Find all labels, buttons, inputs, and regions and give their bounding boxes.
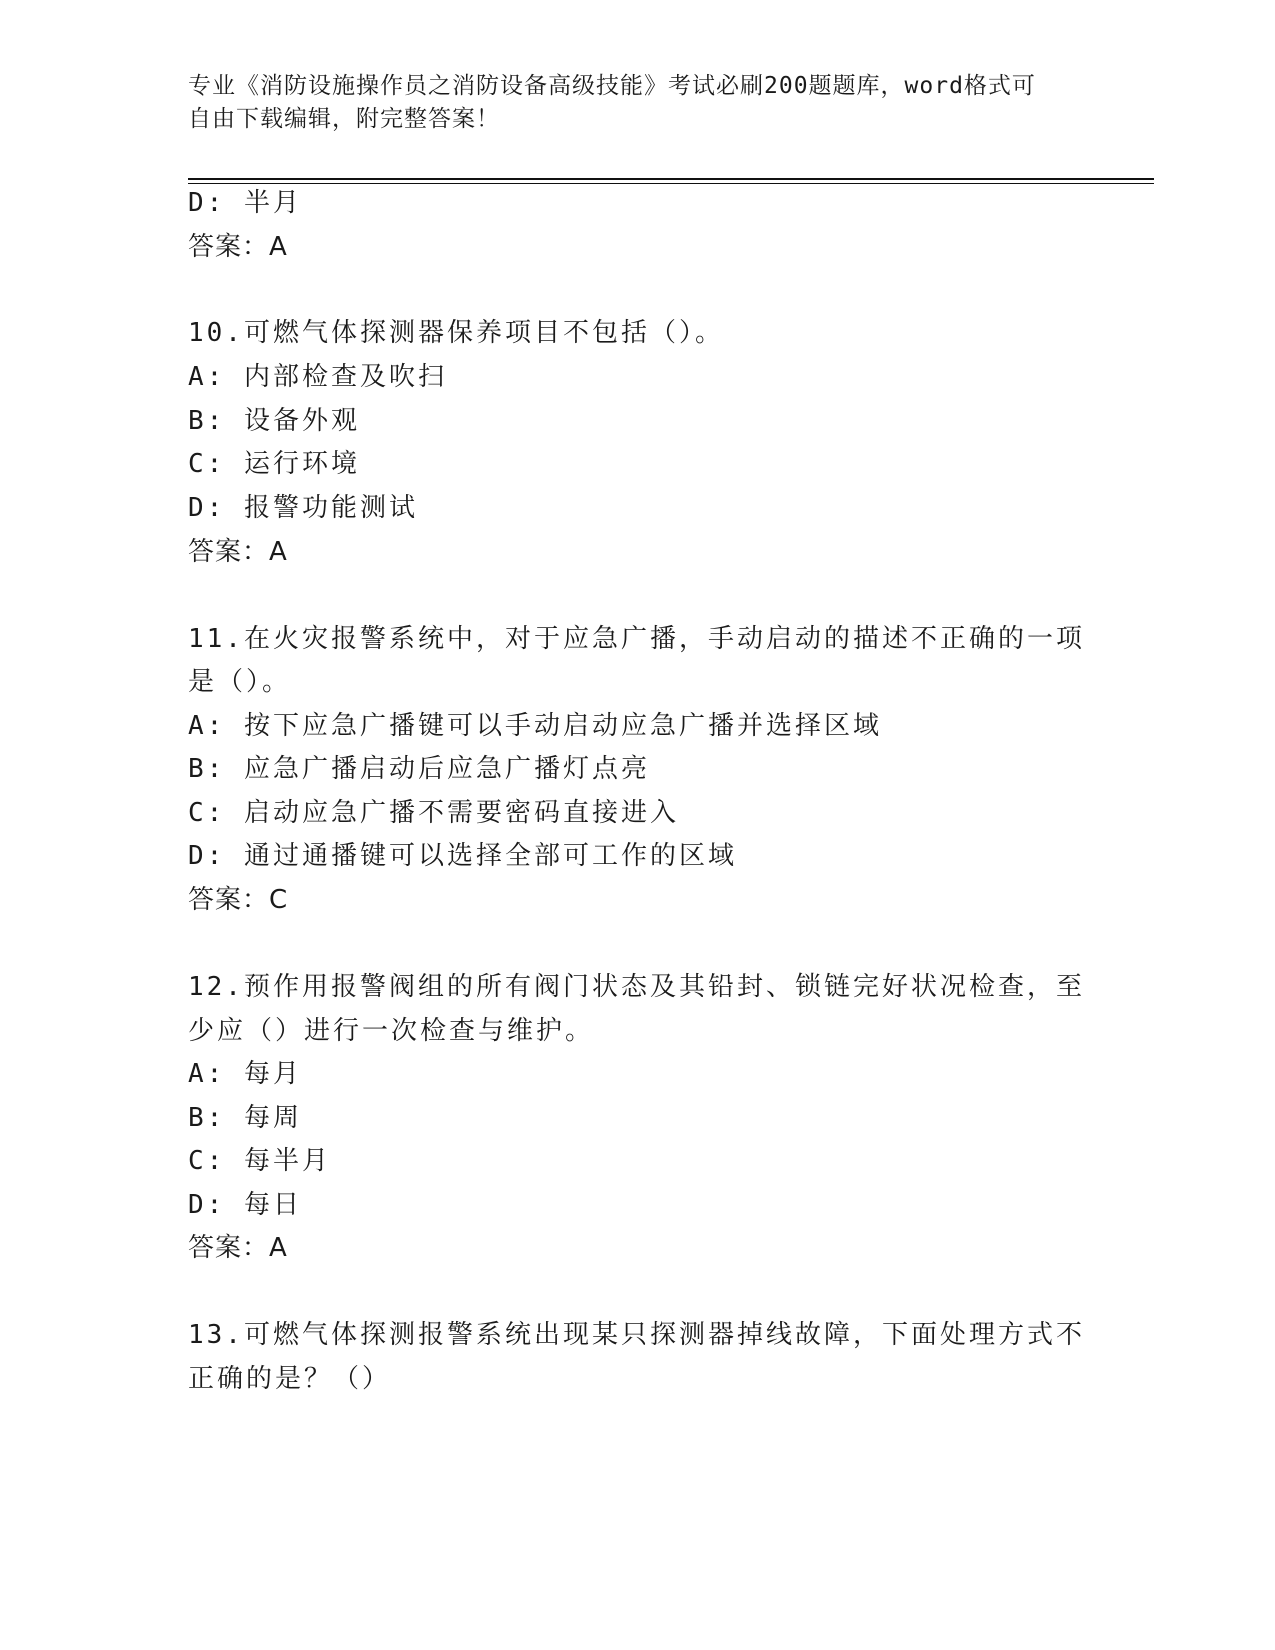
header-divider-thick: [188, 178, 1154, 180]
q12-stem-line-2: 少应（）进行一次检查与维护。: [188, 1016, 595, 1046]
q12-option-a: A: 每月: [188, 1059, 302, 1089]
prev-answer: 答案：A: [188, 232, 288, 262]
q10-option-a: A: 内部检查及吹扫: [188, 362, 447, 392]
q12-answer: 答案：A: [188, 1233, 288, 1263]
header-title-line-2: 自由下载编辑，附完整答案！: [188, 106, 500, 132]
q10-stem: 10.可燃气体探测器保养项目不包括（）。: [188, 318, 724, 348]
header-divider-thin: [188, 183, 1154, 184]
q11-answer: 答案：C: [188, 885, 289, 915]
prev-option-d: D: 半月: [188, 188, 302, 218]
q10-option-d: D: 报警功能测试: [188, 493, 418, 523]
q11-option-a: A: 按下应急广播键可以手动启动应急广播并选择区域: [188, 711, 882, 741]
q10-answer: 答案：A: [188, 537, 288, 567]
q13-stem-line-1: 13.可燃气体探测报警系统出现某只探测器掉线故障，下面处理方式不: [188, 1320, 1085, 1350]
q10-option-c: C: 运行环境: [188, 449, 360, 479]
q12-option-c: C: 每半月: [188, 1146, 331, 1176]
q12-option-d: D: 每日: [188, 1190, 302, 1220]
q11-option-d: D: 通过通播键可以选择全部可工作的区域: [188, 841, 737, 871]
q13-stem-line-2: 正确的是？（）: [188, 1364, 392, 1394]
q11-option-b: B: 应急广播启动后应急广播灯点亮: [188, 754, 650, 784]
q11-option-c: C: 启动应急广播不需要密码直接进入: [188, 798, 679, 828]
q11-stem-line-1: 11.在火灾报警系统中，对于应急广播，手动启动的描述不正确的一项: [188, 624, 1085, 654]
q12-option-b: B: 每周: [188, 1103, 302, 1133]
q10-option-b: B: 设备外观: [188, 406, 360, 436]
header-title-line-1: 专业《消防设施操作员之消防设备高级技能》考试必刷200题题库，word格式可: [188, 73, 1036, 99]
q12-stem-line-1: 12.预作用报警阀组的所有阀门状态及其铅封、锁链完好状况检查，至: [188, 972, 1085, 1002]
q11-stem-line-2: 是（）。: [188, 667, 292, 697]
document-header: [188, 70, 1088, 136]
